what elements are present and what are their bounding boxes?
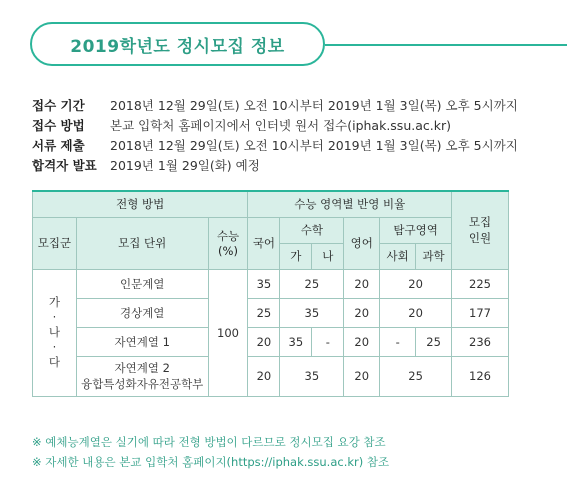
header-english: 영어 [344, 217, 380, 269]
korean-cell: 25 [248, 298, 280, 327]
header-science: 과학 [416, 243, 452, 269]
header-math-ga: 가 [280, 243, 312, 269]
english-cell: 20 [344, 269, 380, 298]
title-pill [30, 22, 325, 66]
header-unit: 모집 단위 [76, 217, 208, 269]
unit-cell [76, 356, 208, 396]
info-value: 본교 입학처 홈페이지에서 인터넷 원서 접수(iphak.ssu.ac.kr) [110, 118, 451, 133]
info-value: 2018년 12월 29일(토) 오전 10시부터 2019년 1월 3일(목) 오후 5시까지 [110, 98, 518, 113]
science-cell: 25 [416, 327, 452, 356]
info-list [32, 96, 552, 176]
unit-line1: 자연계열 2 [114, 361, 170, 375]
unit-cell: 경상계열 [76, 298, 208, 327]
unit-cell: 자연계열 1 [76, 327, 208, 356]
english-cell: 20 [344, 298, 380, 327]
info-row-application-method [32, 116, 552, 136]
header-method: 전형 방법 [33, 191, 248, 217]
header-math: 수학 [280, 217, 344, 243]
unit-cell: 인문계열 [76, 269, 208, 298]
group-da: 다 [48, 355, 60, 369]
inquiry-cell: 25 [380, 356, 452, 396]
info-value: 2018년 12월 29일(토) 오전 10시부터 2019년 1월 3일(목) 오후 5시까지 [110, 138, 518, 153]
header-suneung-pct [208, 217, 248, 269]
group-ga: 가 [48, 295, 60, 309]
note-arts-sports: ※ 예체능계열은 실기에 따라 전형 방법이 다르므로 정시모집 요강 참조 [32, 435, 386, 449]
info-value: 2019년 1월 29일(화) 예정 [110, 158, 260, 173]
korean-cell: 35 [248, 269, 280, 298]
group-cell [33, 269, 77, 396]
math-cell: 35 [280, 356, 344, 396]
header-quota-line2: 인원 [468, 231, 492, 246]
quota-cell: 126 [452, 356, 509, 396]
note-website: ※ 자세한 내용은 본교 입학처 홈페이지(https://iphak.ssu.ac.kr) 참조 [32, 455, 390, 469]
header-suneung-pct-line2: (%) [218, 244, 238, 258]
header-group: 모집군 [33, 217, 77, 269]
quota-cell: 225 [452, 269, 509, 298]
korean-cell: 20 [248, 356, 280, 396]
group-dot: · [52, 310, 57, 324]
notes [32, 432, 389, 472]
inquiry-cell: 20 [380, 269, 452, 298]
info-label: 합격자 발표 [32, 158, 97, 173]
unit-line2: 융합특성화자유전공학부 [81, 377, 204, 391]
header-math-na: 나 [312, 243, 344, 269]
info-label: 접수 방법 [32, 118, 85, 133]
group-dot: · [52, 340, 57, 354]
info-label: 접수 기간 [32, 98, 85, 113]
header-korean: 국어 [248, 217, 280, 269]
header-quota-line1: 모집 [468, 215, 492, 230]
info-row-document-submission [32, 136, 552, 156]
header-social: 사회 [380, 243, 416, 269]
english-cell: 20 [344, 356, 380, 396]
math-cell: 35 [280, 298, 344, 327]
math-na-cell: - [312, 327, 344, 356]
suneung-pct-cell: 100 [208, 269, 248, 396]
quota-cell: 177 [452, 298, 509, 327]
math-cell: 25 [280, 269, 344, 298]
page-title: 2019학년도 정시모집 정보 [70, 36, 285, 57]
quota-cell: 236 [452, 327, 509, 356]
math-ga-cell: 35 [280, 327, 312, 356]
header-suneung-ratio: 수능 영역별 반영 비율 [248, 191, 452, 217]
english-cell: 20 [344, 327, 380, 356]
social-cell: - [380, 327, 416, 356]
header-suneung-pct-line1: 수능 [216, 229, 240, 243]
title-divider [325, 44, 567, 46]
info-label: 서류 제출 [32, 138, 85, 153]
header-quota [452, 191, 509, 269]
info-row-application-period [32, 96, 552, 116]
info-row-result-announcement [32, 156, 552, 176]
inquiry-cell: 20 [380, 298, 452, 327]
korean-cell: 20 [248, 327, 280, 356]
header-inquiry: 탐구영역 [380, 217, 452, 243]
group-na: 나 [48, 325, 60, 339]
admission-table [32, 190, 509, 397]
